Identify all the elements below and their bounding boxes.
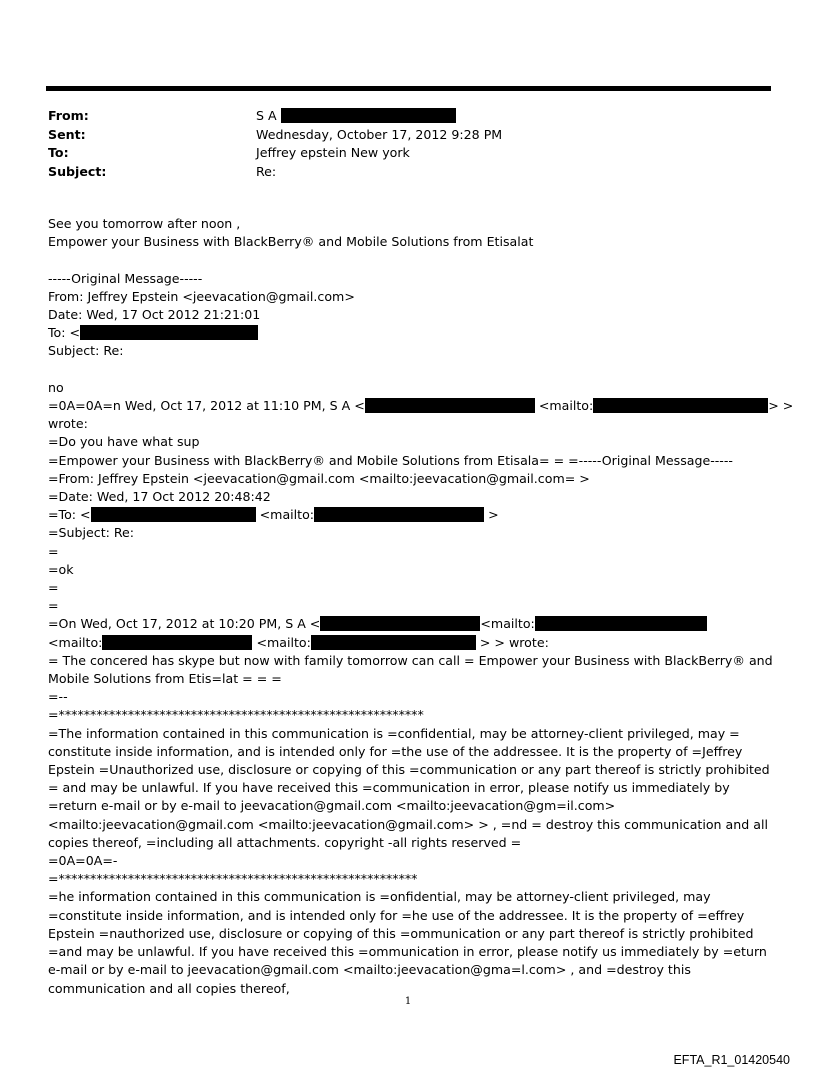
redaction-bar (91, 507, 256, 522)
quoted-subject: =Subject: Re: (48, 525, 135, 541)
original-subject: Subject: Re: (48, 343, 124, 359)
sent-label: Sent: (48, 126, 86, 142)
from-value: S A (256, 108, 277, 123)
from-label: From: (48, 108, 89, 123)
quoted-from: =From: Jeffrey Epstein <jeevacation@gmail.com <mailto:jeevacation@gmail.com= > (48, 470, 590, 486)
sent-row (48, 126, 768, 145)
redaction-bar (365, 398, 535, 413)
reply-line-1: See you tomorrow after noon , (48, 216, 241, 231)
quoted-signature: =Empower your Business with BlackBerry® and Mobile Solutions from Etisala= = =-----Original Message----- (48, 452, 733, 468)
redaction-bar (314, 507, 484, 522)
quoted-date: =Date: Wed, 17 Oct 2012 20:48:42 (48, 489, 271, 505)
email-body (48, 215, 794, 998)
subject-value: Re: (256, 164, 277, 180)
redaction-bar (311, 635, 476, 650)
disclaimer-2: =he information contained in this communication is =onfidential, may be attorney-client privileged, may =constitute inside information, and is intended only for =he use of the addressee. It is the property of =effrey Epstein =nauthorized use, disclosure or copying of this =ommunication or any part thereof is strictly prohibited =and may be unlawful. If you have received this =ommunication in error, please notify us immediately by =eturn e-mail or by e-mail to jeevacation@gmail.com <mailto:jeevacation@gma=l.com> , and =destroy this communication and all copies thereof, (48, 889, 767, 996)
quoted-equals: = (48, 598, 59, 614)
quoted-question: =Do you have what sup (48, 434, 200, 450)
from-row (48, 107, 768, 126)
redaction-bar (281, 108, 456, 123)
bates-number: EFTA_R1_01420540 (673, 1053, 790, 1067)
redaction-bar (535, 616, 707, 631)
original-to: To: < (48, 324, 773, 342)
quoted-header-line: =0A=0A=n Wed, Oct 17, 2012 at 11:10 PM, S A < <mailto: > > (48, 398, 794, 413)
stars-separator: =********************************************************** (48, 707, 424, 723)
stars-separator: =********************************************************* (48, 871, 418, 887)
header-rule (46, 86, 771, 91)
reply-line-2: Empower your Business with BlackBerry® and Mobile Solutions from Etisalat (48, 234, 534, 250)
quoted-wrote: wrote: (48, 416, 88, 432)
original-from: From: Jeffrey Epstein <jeevacation@gmail.com> (48, 288, 355, 304)
reply-no: no (48, 379, 64, 395)
subject-label: Subject: (48, 164, 107, 180)
quoted-message: = The concered has skype but now with family tomorrow can call = Empower your Business with BlackBerry® and Mobile Solutions from Etis=lat = = = (48, 652, 773, 687)
to-label: To: (48, 145, 69, 161)
original-date: Date: Wed, 17 Oct 2012 21:21:01 (48, 307, 261, 322)
redaction-bar (80, 325, 258, 340)
sent-value: Wednesday, October 17, 2012 9:28 PM (256, 126, 503, 142)
original-message-marker: -----Original Message----- (48, 270, 203, 286)
quoted-on-line: =On Wed, Oct 17, 2012 at 10:20 PM, S A < <mailto: (48, 615, 773, 633)
redaction-bar (320, 616, 480, 631)
subject-row (48, 163, 768, 182)
quoted-to: =To: < <mailto: > (48, 507, 499, 523)
encoded-line: =0A=0A=- (48, 853, 118, 869)
quoted-mailto-line: <mailto: <mailto: > > wrote: (48, 634, 549, 650)
quoted-separator: =-- (48, 689, 68, 705)
to-value: Jeffrey epstein New york (256, 145, 410, 161)
page-number: 1 (404, 996, 412, 1007)
redaction-bar (593, 398, 768, 413)
quoted-equals: = (48, 543, 59, 559)
disclaimer-1: =The information contained in this communication is =confidential, may be attorney-client privileged, may = constitute inside information, and is intended only for =the use of the addressee. It is the property of =Jeffrey Epstein =Unauthorized use, disclosure or copying of this =communication or any part thereof is strictly prohibited = and may be unlawful. If you have received this =communication in error, please notify us immediately by =return e-mail or by e-mail to jeevacation@gmail.com <mailto:jeevacation@gm=il.com> <mailto:jeevacation@gmail.com <mailto:jeevacation@gmail.com> > , =nd = destroy this communication and all copies thereof, =including all attachments. copyright -all rights reserved = (48, 725, 770, 850)
email-headers (48, 107, 768, 182)
quoted-ok: =ok (48, 561, 74, 577)
quoted-equals: = (48, 580, 59, 596)
redaction-bar (102, 635, 252, 650)
to-row (48, 144, 768, 163)
